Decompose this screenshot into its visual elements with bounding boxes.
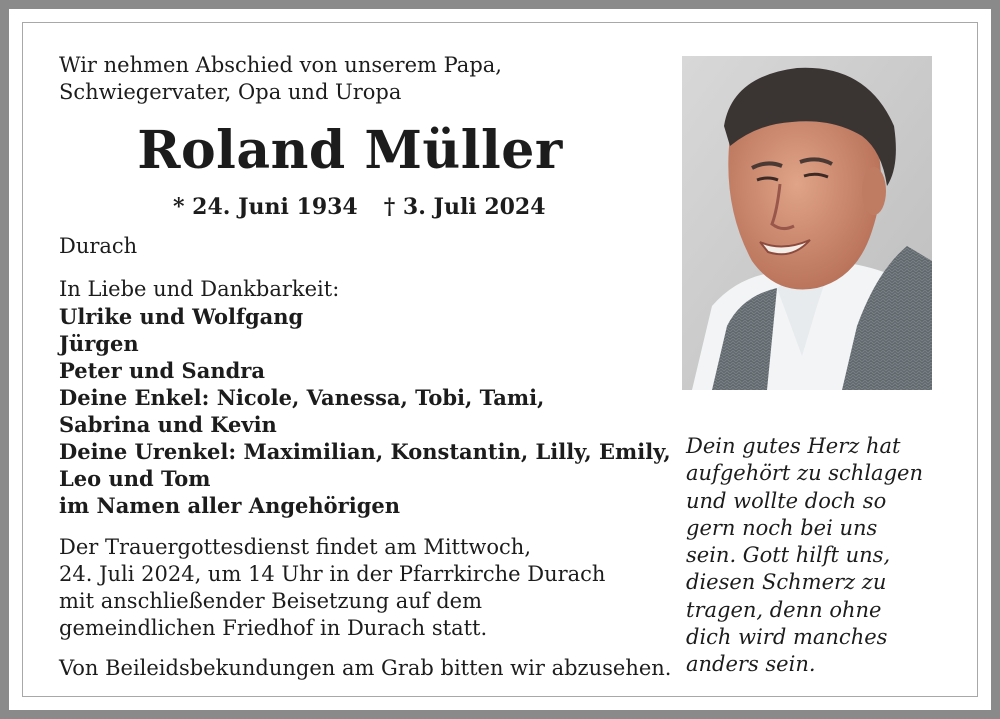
family-line: Sabrina und Kevin bbox=[59, 412, 277, 437]
poem-line: Dein gutes Herz hat bbox=[686, 434, 901, 458]
poem-line: gern noch bei uns bbox=[686, 515, 878, 540]
poem-line: dich wird manches bbox=[686, 625, 888, 650]
family-line: Leo und Tom bbox=[59, 466, 211, 491]
family-line: Deine Urenkel: Maximilian, Konstantin, Lilly, Emily, bbox=[59, 439, 671, 464]
birth-date: * 24. Juni 1934 bbox=[173, 194, 358, 220]
poem-line: aufgehört zu schlagen bbox=[686, 461, 923, 486]
portrait-illustration bbox=[682, 56, 932, 390]
place-name: Durach bbox=[59, 234, 138, 258]
family-line: Peter und Sandra bbox=[59, 358, 265, 383]
intro-line: Wir nehmen Abschied von unserem Papa, bbox=[59, 53, 502, 77]
life-dates bbox=[173, 194, 546, 221]
intro-line: Schwiegervater, Opa und Uropa bbox=[59, 80, 402, 104]
service-line: mit anschließender Beisetzung auf dem bbox=[59, 589, 483, 613]
service-line: Der Trauergottesdienst findet am Mittwoch, bbox=[59, 535, 532, 559]
intro-text bbox=[59, 52, 502, 106]
deceased-name: Roland Müller bbox=[137, 120, 563, 181]
family-block bbox=[59, 276, 671, 519]
service-line: 24. Juli 2024, um 14 Uhr in der Pfarrkirche Durach bbox=[59, 562, 606, 586]
ear-shape bbox=[862, 167, 886, 215]
poem-line: tragen, denn ohne bbox=[686, 597, 882, 622]
poem-line: anders sein. bbox=[686, 652, 816, 677]
family-line: Deine Enkel: Nicole, Vanessa, Tobi, Tami, bbox=[59, 385, 545, 410]
family-line: im Namen aller Angehörigen bbox=[59, 493, 401, 518]
family-line: Ulrike und Wolfgang bbox=[59, 304, 304, 329]
poem-line: sein. Gott hilft uns, bbox=[686, 543, 891, 568]
death-date: † 3. Juli 2024 bbox=[383, 194, 546, 220]
portrait-photo bbox=[682, 56, 932, 390]
service-line: gemeindlichen Friedhof in Durach statt. bbox=[59, 616, 488, 640]
poem-verse bbox=[686, 433, 923, 679]
family-line: Jürgen bbox=[59, 331, 139, 356]
family-heading: In Liebe und Dankbarkeit: bbox=[59, 277, 340, 301]
condolence-note: Von Beileidsbekundungen am Grab bitten wir abzusehen. bbox=[59, 656, 672, 680]
poem-line: und wollte doch so bbox=[686, 488, 887, 513]
poem-line: diesen Schmerz zu bbox=[686, 570, 887, 595]
service-info bbox=[59, 534, 605, 642]
